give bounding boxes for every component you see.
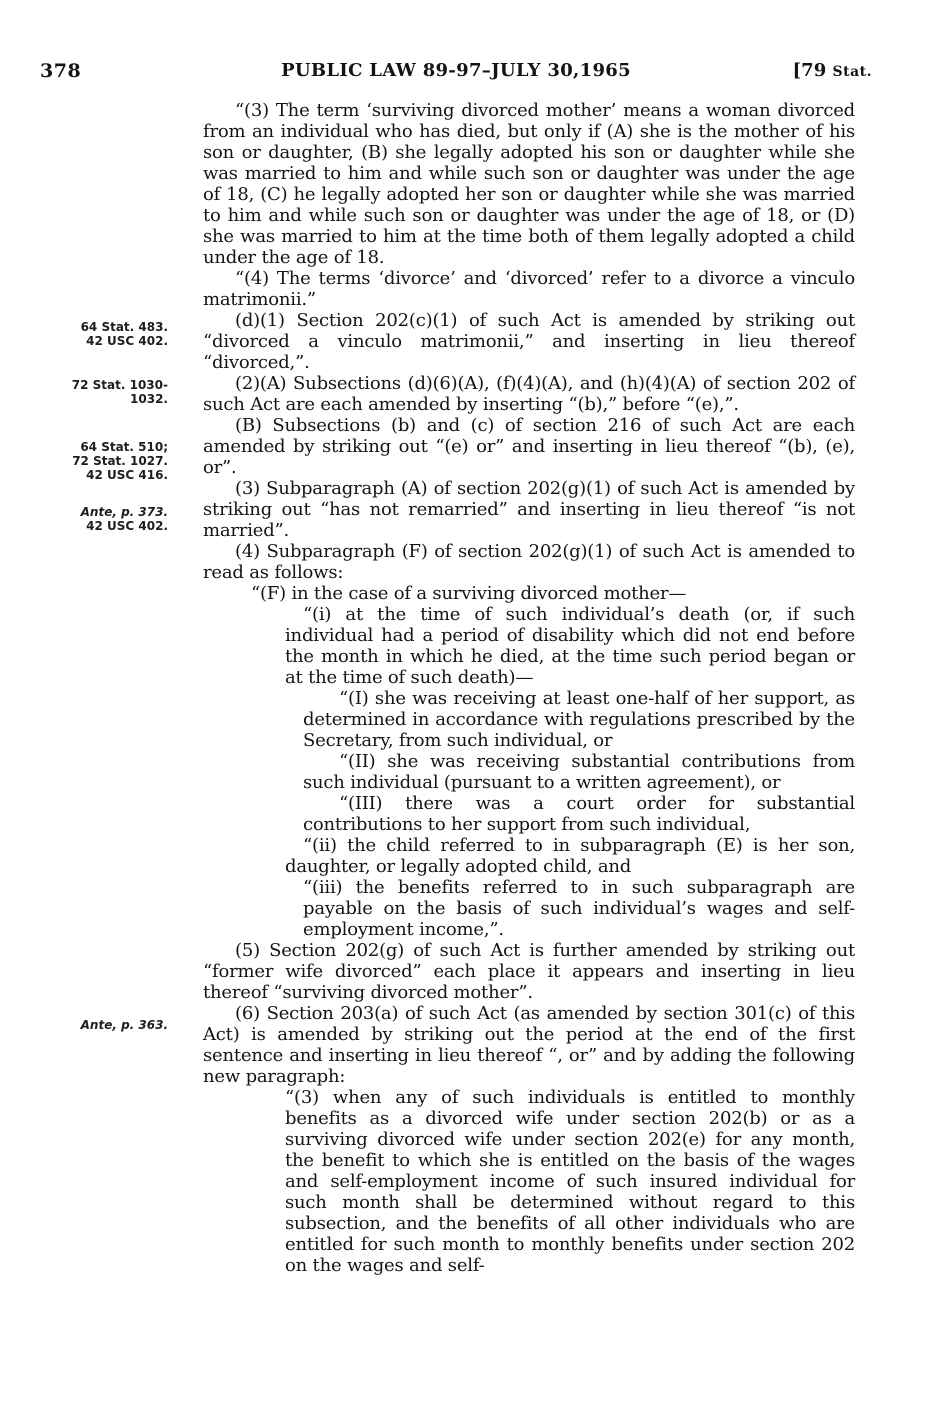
- margin-citation: 42 USC 402.: [86, 334, 168, 348]
- margin-note-1: [40, 320, 168, 348]
- new-paragraph: “(3) when any of such individuals is entitled to monthly benefits as a divorced wife under section 202(b) or as a surviving divorced wife under section 202(e) for any month, the benefit to which she is entitled on the basis of the wages and self-employment income of such insured individual for such month shall be determined without regard to this subsection, and the benefits of all other individuals who are entitled for such month to monthly benefits under section 202 on the wages and self-: [285, 1087, 855, 1276]
- paragraph: (5) Section 202(g) of such Act is further amended by striking out “former wife divorced” each place it appears and inserting in lieu thereof “surviving divorced mother”.: [203, 940, 855, 1003]
- subclause: “(I) she was receiving at least one-half of her support, as determined in accordance with regulations prescribed by the Secretary, from such individual, or: [303, 688, 855, 751]
- clause: “(iii) the benefits referred to in such subparagraph are payable on the basis of such individual’s wages and self-employment income,”.: [303, 877, 855, 940]
- page-title: PUBLIC LAW 89-97–JULY 30,1965: [281, 60, 631, 81]
- margin-citation: 64 Stat. 483.: [80, 320, 168, 334]
- subclause: “(III) there was a court order for substantial contributions to her support from such individual,: [303, 793, 855, 835]
- margin-note-4: [40, 505, 168, 533]
- margin-note-3: [40, 440, 168, 482]
- margin-citation: 64 Stat. 510;: [80, 440, 168, 454]
- document-body: [203, 100, 855, 1276]
- margin-citation: Ante, p. 363.: [80, 1018, 168, 1032]
- margin-citation: 42 USC 402.: [86, 519, 168, 533]
- paragraph: “(4) The terms ‘divorce’ and ‘divorced’ refer to a divorce a vinculo matrimonii.”: [203, 268, 855, 310]
- statute-volume-number: [79: [792, 60, 833, 81]
- paragraph: (d)(1) Section 202(c)(1) of such Act is amended by striking out “divorced a vinculo matrimonii,” and inserting in lieu thereof “divorced,”.: [203, 310, 855, 373]
- paragraph: (2)(A) Subsections (d)(6)(A), (f)(4)(A), and (h)(4)(A) of section 202 of such Act are each amended by inserting “(b),” before “(e),”.: [203, 373, 855, 415]
- paragraph: (3) Subparagraph (A) of section 202(g)(1) of such Act is amended by striking out “has not remarried” and inserting in lieu thereof “is not married”.: [203, 478, 855, 541]
- margin-note-5: [40, 1018, 168, 1032]
- clause: “(i) at the time of such individual’s death (or, if such individual had a period of disability which did not end before the month in which he died, at the time such period began or at the time of such death)—: [285, 604, 855, 688]
- paragraph: “(3) The term ‘surviving divorced mother’ means a woman divorced from an individual who has died, but only if (A) she is the mother of his son or daughter, (B) she legally adopted his son or daughter while she was married to him and while such son or daughter was under the age of 18, (C) he legally adopted her son or daughter while she was married to him and while such son or daughter was under the age of 18, or (D) she was married to him at the time both of them legally adopted a child under the age of 18.: [203, 100, 855, 268]
- margin-citation: 72 Stat. 1030-: [71, 378, 168, 392]
- margin-note-2: [40, 378, 168, 406]
- statute-volume-label: Stat.: [832, 64, 872, 80]
- margin-citation: 42 USC 416.: [86, 468, 168, 482]
- page-number: 378: [40, 60, 82, 82]
- clause: “(ii) the child referred to in subparagraph (E) is her son, daughter, or legally adopted child, and: [285, 835, 855, 877]
- paragraph: (6) Section 203(a) of such Act (as amended by section 301(c) of this Act) is amended by striking out the period at the end of the first sentence and inserting in lieu thereof “, or” and by adding the following new paragraph:: [203, 1003, 855, 1087]
- margin-citation: 72 Stat. 1027.: [72, 454, 168, 468]
- paragraph: (B) Subsections (b) and (c) of section 216 of such Act are each amended by striking out “(e) or” and inserting in lieu thereof “(b), (e), or”.: [203, 415, 855, 478]
- statute-volume: [793, 60, 872, 81]
- subclause: “(II) she was receiving substantial contributions from such individual (pursuant to a written agreement), or: [303, 751, 855, 793]
- paragraph: “(F) in the case of a surviving divorced mother—: [251, 583, 687, 604]
- paragraph: (4) Subparagraph (F) of section 202(g)(1) of such Act is amended to read as follows:: [203, 541, 855, 583]
- margin-citation: Ante, p. 373.: [80, 505, 168, 519]
- page-header: [40, 60, 872, 88]
- margin-citation: 1032.: [130, 392, 168, 406]
